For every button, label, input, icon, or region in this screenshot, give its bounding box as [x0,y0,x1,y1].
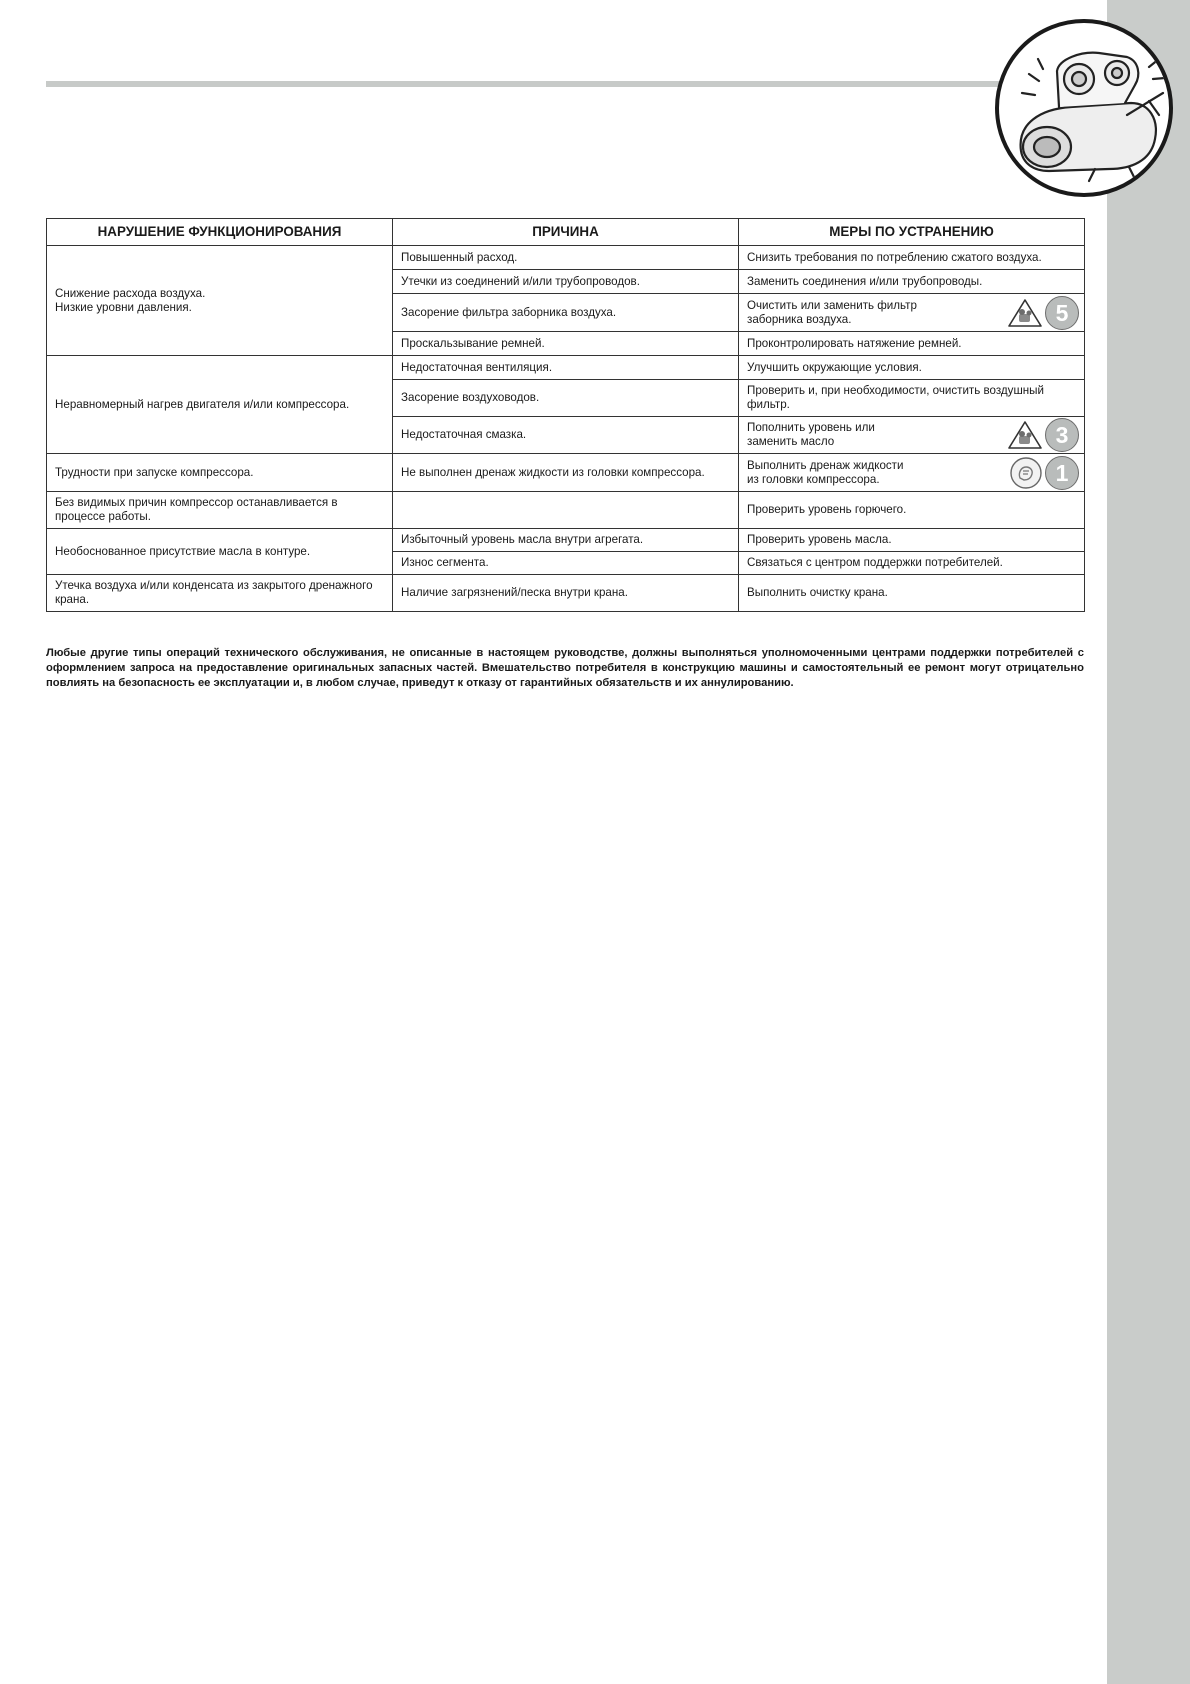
fault-text: Утечка воздуха и/или конденсата из закрытого дренажного [55,579,373,592]
remedy-cell: Снизить требования по потреблению сжатого воздуха. [739,246,1085,270]
warning-triangle-icon [1007,298,1043,328]
fault-cell: Неравномерный нагрев двигателя и/или компрессора. [47,356,393,454]
remedy-cell: Заменить соединения и/или трубопроводы. [739,270,1085,294]
remedy-line: фильтр. [747,398,790,411]
table-row [47,356,1085,380]
header-fault: НАРУШЕНИЕ ФУНКЦИОНИРОВАНИЯ [47,219,393,246]
remedy-cell [739,454,1085,492]
remedy-cell: Проверить уровень масла. [739,529,1085,552]
table-row [47,246,1085,270]
remedy-line: из головки компрессора. [747,472,880,486]
header-rule [46,81,1046,87]
remedy-text [747,421,987,449]
troubleshooting-table [46,218,1085,612]
cause-cell: Избыточный уровень масла внутри агрегата. [393,529,739,552]
fault-text: Низкие уровни давления. [55,300,192,314]
fault-text: процессе работы. [55,510,151,523]
remedy-line: Пополнить уровень или [747,421,875,434]
remedy-cell: Выполнить очистку крана. [739,575,1085,612]
cause-cell: Износ сегмента. [393,552,739,575]
fault-cell [47,492,393,529]
table-row [47,575,1085,612]
fault-text: Снижение расхода воздуха. [55,286,206,300]
cause-cell: Недостаточная вентиляция. [393,356,739,380]
maintenance-note: Любые другие типы операций технического обслуживания, не описанные в настоящем руководстве, должны выполняться уполномоченными центрами поддержки потребителей с оформлением запроса на предоставление оригинальных запасных частей. Вмешательство потребителя в конструкцию машины и самостоятельный ее ремонт могут отрицательно повлиять на безопасность ее эксплуатации и, в любом случае, приведут к отказу от гарантийных обязательств и их аннулированию. [46,647,1084,689]
remedy-cell [739,380,1085,417]
hand-circle-icon [1009,456,1043,490]
maintenance-ref [1007,418,1079,452]
header-remedy: МЕРЫ ПО УСТРАНЕНИЮ [739,219,1085,246]
remedy-line: заборника воздуха. [747,312,852,326]
remedy-cell [739,294,1085,332]
remedy-cell: Проконтролировать натяжение ремней. [739,332,1085,356]
maintenance-ref [1007,296,1079,330]
cause-cell: Проскальзывание ремней. [393,332,739,356]
cause-cell [393,492,739,529]
remedy-line: заменить масло [747,435,835,448]
cause-cell: Утечки из соединений и/или трубопроводов. [393,270,739,294]
cause-cell: Наличие загрязнений/песка внутри крана. [393,575,739,612]
cause-cell: Недостаточная смазка. [393,417,739,454]
table-row [47,492,1085,529]
cause-cell: Повышенный расход. [393,246,739,270]
fault-cell [47,246,393,356]
fault-cell [47,575,393,612]
compressor-icon [999,23,1169,193]
maintenance-step-number: 1 [1045,456,1079,490]
maintenance-step-number: 3 [1045,418,1079,452]
remedy-cell: Связаться с центром поддержки потребителей. [739,552,1085,575]
table-row [47,529,1085,552]
compressor-illustration-badge [995,19,1173,197]
header-cause: ПРИЧИНА [393,219,739,246]
remedy-text [747,299,987,327]
remedy-cell: Проверить уровень горючего. [739,492,1085,529]
table-header-row [47,219,1085,246]
fault-text: Без видимых причин компрессор останавливается в [55,496,338,509]
remedy-text [747,459,987,487]
fault-cell: Трудности при запуске компрессора. [47,454,393,492]
side-bar [1107,0,1190,1684]
fault-cell: Необоснованное присутствие масла в контуре. [47,529,393,575]
fault-text: крана. [55,593,90,606]
remedy-line: Очистить или заменить фильтр [747,298,917,312]
table-row [47,454,1085,492]
remedy-line: Выполнить дренаж жидкости [747,458,904,472]
remedy-cell [739,417,1085,454]
cause-cell: Засорение воздуховодов. [393,380,739,417]
maintenance-step-number: 5 [1045,296,1079,330]
remedy-cell: Улучшить окружающие условия. [739,356,1085,380]
cause-cell: Засорение фильтра заборника воздуха. [393,294,739,332]
warning-triangle-icon [1007,420,1043,450]
maintenance-ref [1009,456,1079,490]
remedy-line: Проверить и, при необходимости, очистить воздушный [747,384,1044,397]
cause-cell: Не выполнен дренаж жидкости из головки компрессора. [393,454,739,492]
